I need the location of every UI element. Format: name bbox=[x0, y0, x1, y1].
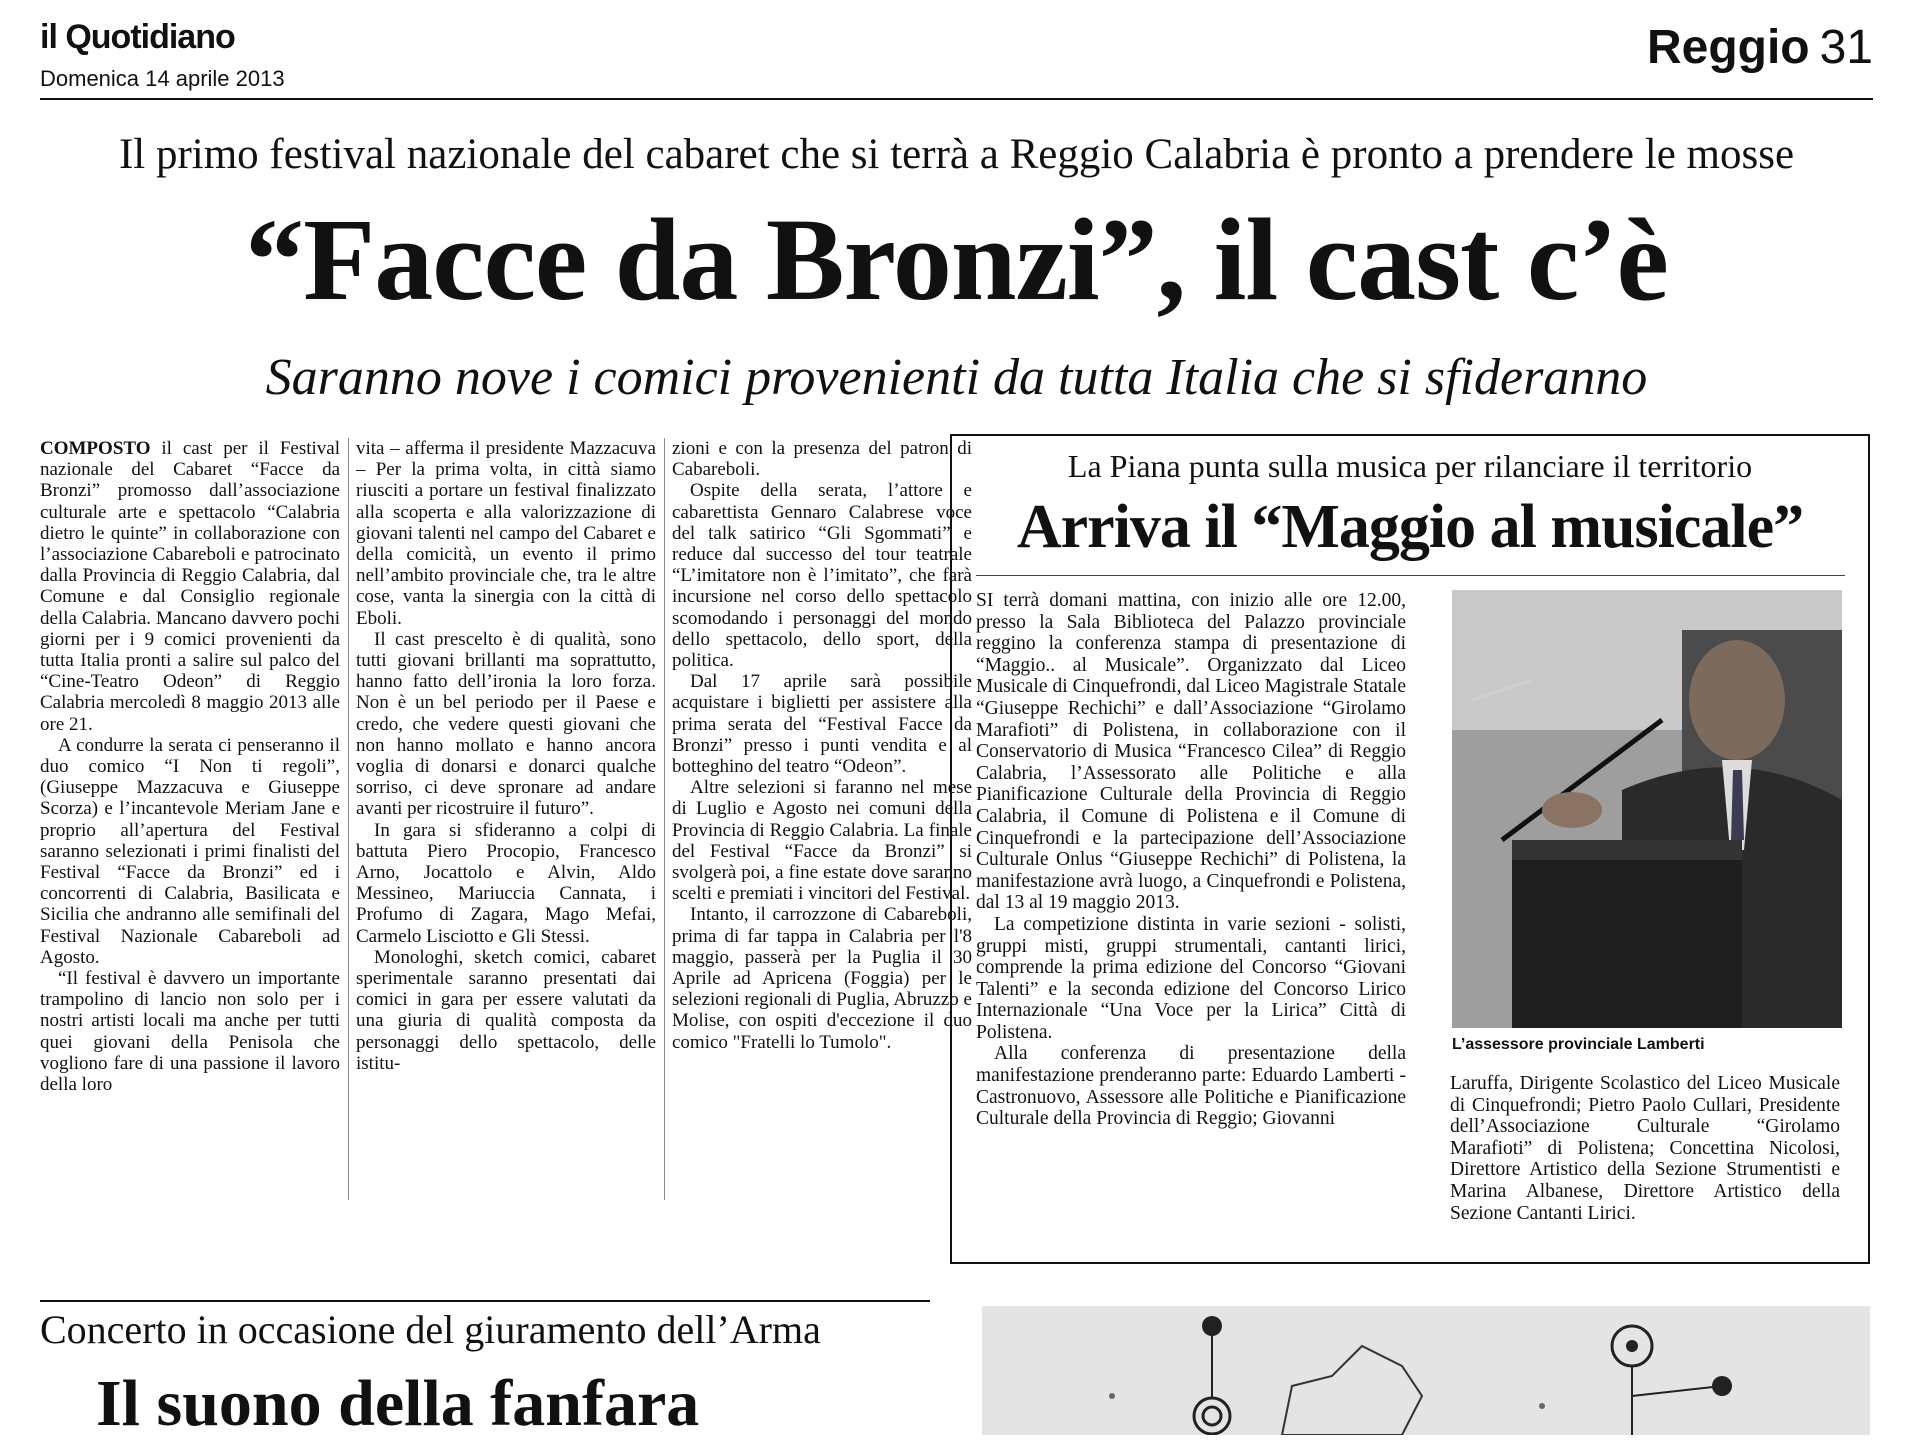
column-divider bbox=[348, 438, 349, 1200]
sidebar-column-left bbox=[976, 590, 1406, 1130]
section-name: Reggio bbox=[1646, 21, 1810, 74]
sidebar-column-right: Laruffa, Dirigente Scolastico del Liceo Musicale di Cinquefrondi; Pietro Paolo Cullari, Presidente dell’Associazione Culturale “Girolamo Marafioti” di Polistena; Concettina Nicolosi, Direttore Artistico della Sezione Strumentisti e Marina Albanese, Direttore Artistico della Sezione Cantanti Lirici. bbox=[1450, 1073, 1840, 1224]
sidebar-headline: Arriva il “Maggio al musicale” bbox=[1016, 493, 1804, 561]
section-header bbox=[1647, 20, 1873, 75]
article-paragraph: “Il festival è davvero un importante trampolino di lancio non solo per i nostri artisti locali ma anche per tutti quei giovani della Penisola che vogliono fare di una passione il lavoro della loro bbox=[40, 968, 340, 1096]
article-column-2 bbox=[356, 438, 656, 1074]
article-headline: “Facce da Bronzi”, il cast c’è bbox=[245, 194, 1668, 325]
article-paragraph: zioni e con la presenza del patron di Cabareboli. bbox=[672, 438, 972, 481]
article-paragraph: vita – afferma il presidente Mazzacuva – Per la prima volta, in città siamo riusciti a portare un festival finalizzato alla scoperta e alla valorizzazione di giovani talenti nel campo del Cabaret e della comicità, un evento il primo nell’ambito provinciale che, tra le altre cose, vanta la sinergia con la città di Eboli. bbox=[356, 438, 656, 629]
sidebar-paragraph: SI terrà domani mattina, con inizio alle ore 12.00, presso la Sala Biblioteca del Palazzo provinciale reggino la conferenza stampa di presentazione di “Maggio.. al Musicale”. Organizzato dal Liceo Musicale di Cinquefrondi, dal Liceo Magistrale Statale “Giuseppe Rechichi” e dall’Associazione “Girolamo Marafioti” di Polistena, in collaborazione con il Conservatorio di Musica “Francesco Cilea” di Reggio Calabria, l’Assessorato alle Politiche e alla Pianificazione Culturale della Provincia di Reggio Calabria, il Comune di Polistena e il Comune di Cinquefrondi e la partecipazione dell’Associazione Culturale Onlus “Giuseppe Rechichi” di Polistena, la manifestazione avrà luogo, a Cinquefrondi e Polistena, dal 13 al 19 maggio 2013. bbox=[976, 590, 1406, 914]
masthead-divider bbox=[40, 98, 1873, 100]
bottom-divider bbox=[40, 1300, 930, 1302]
speaker-photo bbox=[1452, 590, 1842, 1028]
lead-word: COMPOSTO bbox=[40, 438, 151, 459]
article-paragraph: Monologhi, sketch comici, cabaret sperimentale saranno presentati dai comici in gara per essere valutati da una giuria di qualità composta da personaggi dello spettacolo, delle istitu- bbox=[356, 946, 656, 1074]
article-subhead: Saranno nove i comici provenienti da tutta Italia che si sfideranno bbox=[265, 349, 1648, 406]
advertisement-graphic bbox=[982, 1306, 1870, 1435]
article-kicker: Il primo festival nazionale del cabaret che si terrà a Reggio Calabria è pronto a prendere le mosse bbox=[118, 131, 1795, 178]
sidebar-paragraph: La competizione distinta in varie sezioni - solisti, gruppi misti, gruppi strumentali, cantanti lirici, comprende la prima edizione del Concorso “Giovani Talenti” e la seconda edizione del Concorso Lirico Internazionale “Una Voce per la Lirica” Città di Polistena. bbox=[976, 913, 1406, 1043]
article-paragraph: COMPOSTO il cast per il Festival nazionale del Cabaret “Facce da Bronzi” promosso dall’associazione culturale arte e spettacolo “Calabria dietro le quinte” in collaborazione con l’associazione Cabareboli e patrocinato dalla Provincia di Reggio Calabria, dal Comune e dal Consiglio regionale della Calabria. Mancano davvero pochi giorni per i 9 comici provenienti da tutta Italia pronti a salire sul palco del “Cine-Teatro Odeon” di Reggio Calabria mercoledì 8 maggio 2013 alle ore 21. bbox=[40, 438, 340, 735]
article-paragraph: Altre selezioni si faranno nel mese di Luglio e Agosto nei comuni della Provincia di Reggio Calabria. La finale del Festival “Facce da Bronzi” si svolgerà poi, a fine estate dove saranno scelti e premiati i vincitori del Festival. bbox=[672, 777, 972, 905]
newspaper-logo: il Quotidiano bbox=[40, 18, 235, 56]
map-graphic-illustration bbox=[982, 1306, 1870, 1435]
bottom-headline: Il suono della fanfara bbox=[96, 1367, 700, 1440]
article-column-3 bbox=[672, 438, 972, 1053]
photo-caption: L’assessore provinciale Lamberti bbox=[1452, 1036, 1705, 1053]
column-divider bbox=[664, 438, 665, 1200]
bottom-kicker: Concerto in occasione del giuramento dell’Arma bbox=[40, 1307, 821, 1352]
sidebar-paragraph: Alla conferenza di presentazione della manifestazione prenderanno parte: Eduardo Lamberti - Castronuovo, Assessore alle Politiche e Pianificazione Culturale della Provincia di Reggio; Giovanni bbox=[976, 1043, 1406, 1130]
article-paragraph: Dal 17 aprile sarà possibile acquistare i biglietti per assistere alla prima serata del “Festival Facce da Bronzi” presso i punti vendita e al botteghino del teatro “Odeon”. bbox=[672, 671, 972, 778]
issue-date: Domenica 14 aprile 2013 bbox=[40, 66, 285, 91]
sidebar-kicker: La Piana punta sulla musica per rilanciare il territorio bbox=[1067, 448, 1753, 484]
sidebar-divider bbox=[976, 575, 1845, 576]
article-paragraph: Intanto, il carrozzone di Cabareboli, prima di far tappa in Calabria per l'8 maggio, passerà per la Puglia il 30 Aprile ad Apricena (Foggia) per le selezioni regionali di Puglia, Abruzzo e Molise, con ospiti d'eccezione il duo comico "Fratelli lo Tumolo". bbox=[672, 904, 972, 1053]
page-number: 31 bbox=[1819, 21, 1873, 74]
article-paragraph: In gara si sfideranno a colpi di battuta Piero Procopio, Francesco Arno, Jocattolo e Alvin, Aldo Messineo, Mariuccia Cannata, i Profumo di Zagara, Mago Mefai, Carmelo Lisciotto e Gli Stessi. bbox=[356, 819, 656, 947]
article-paragraph: Ospite della serata, l’attore e cabarettista Gennaro Calabrese voce del talk satirico “Gli Sgommati” e reduce dal successo del tour teatrale “L’imitatore non è l’imitato”, che farà incursione nel corso dello spettacolo scomodando i personaggi del mondo dello spettacolo, dello sport, della politica. bbox=[672, 480, 972, 672]
article-paragraph: Il cast prescelto è di qualità, sono tutti giovani brillanti ma soprattutto, hanno fatto dell’ironia la loro forza. Non è un bel periodo per il Paese e credo, che vedere questi giovani che non hanno mollato e hanno ancora voglia di donarsi e donarci qualche sorriso, ci deve spronare ad andare avanti per ricostruire il futuro”. bbox=[356, 628, 656, 820]
speaker-photo-illustration bbox=[1452, 590, 1842, 1028]
article-paragraph: A condurre la serata ci penseranno il duo comico “I Non ti regoli”, (Giuseppe Mazzacuva e Giuseppe Scorza) e l’incantevole Meriam Jane e proprio all’apertura del Festival saranno selezionati i primi finalisti del Festival “Facce da Bronzi” ed i concorrenti di Calabria, Basilicata e Sicilia che andranno alle semifinali del Festival Nazionale Cabareboli ad Agosto. bbox=[40, 734, 340, 968]
article-column-1 bbox=[40, 438, 340, 1095]
